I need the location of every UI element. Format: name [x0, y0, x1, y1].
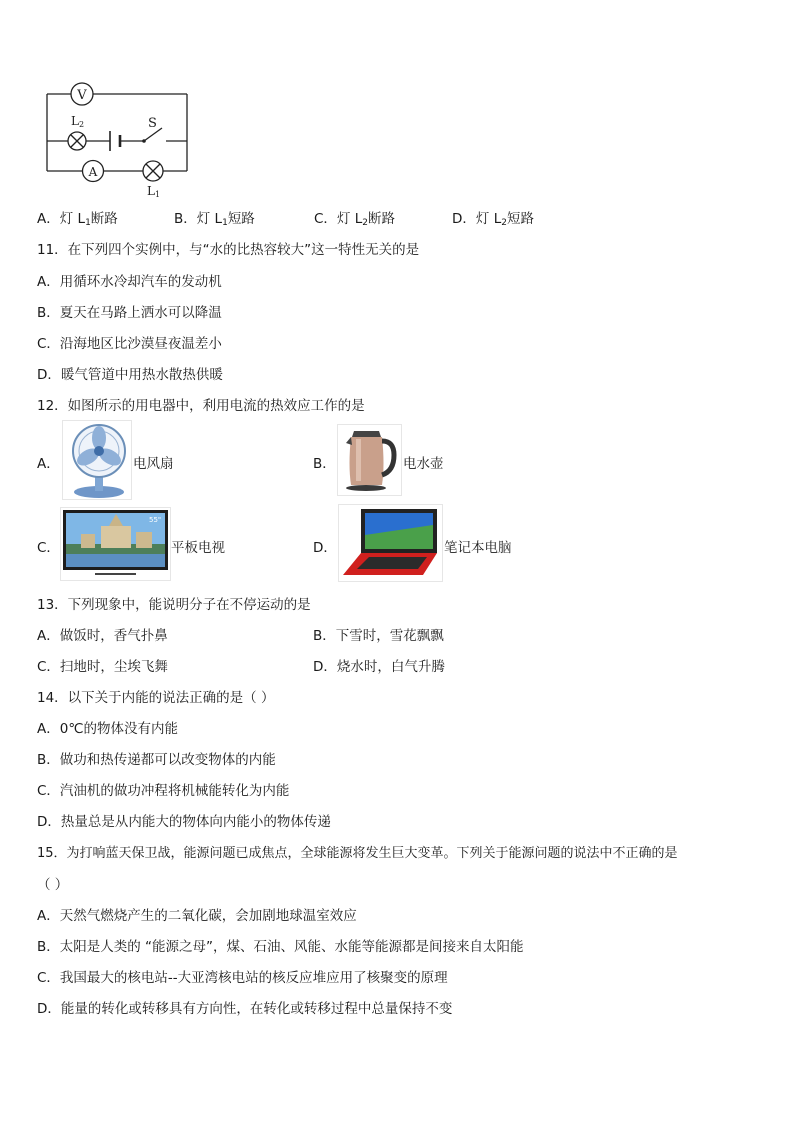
q12-option-b-label: 电水壶 [403, 456, 444, 472]
q10-option-c[interactable]: C．灯 $L_2$断路 [314, 211, 395, 228]
flat-tv-icon [60, 507, 171, 581]
circuit-diagram [40, 80, 195, 200]
q14-option-a[interactable]: A．0℃的物体没有内能 [37, 721, 178, 737]
q10-option-b[interactable]: B．灯 $L_1$短路 [174, 211, 255, 228]
q14-option-d[interactable]: D．热量总是从内能大的物体向内能小的物体传递 [37, 814, 331, 830]
tv-size-label: 55" [149, 516, 162, 524]
lamp2-sub: 2 [78, 120, 85, 129]
q14-option-b[interactable]: B．做功和热传递都可以改变物体的内能 [37, 752, 276, 768]
q11-option-c[interactable]: C．沿海地区比沙漠昼夜温差小 [37, 336, 222, 352]
q15-stem-paren: （ ） [37, 877, 69, 893]
circuit-svg [40, 80, 195, 200]
lamp1-label: L [147, 184, 155, 198]
q12-option-d-label: 笔记本电脑 [444, 540, 512, 556]
ammeter-label: A [88, 165, 98, 179]
q13-stem: 13．下列现象中，能说明分子在不停运动的是 [37, 597, 311, 613]
svg-text:L1 [147, 184, 160, 199]
q14-stem: 14．以下关于内能的说法正确的是（ ） [37, 690, 275, 706]
q11-option-b[interactable]: B．夏天在马路上洒水可以降温 [37, 305, 222, 321]
q15-option-b[interactable]: B．太阳是人类的 “能源之母”，煤、石油、风能、水能等能源都是间接来自太阳能 [37, 939, 524, 955]
q11-option-a[interactable]: A．用循环水冷却汽车的发动机 [37, 274, 222, 290]
q11-stem: 11．在下列四个实例中，与“水的比热容较大”这一特性无关的是 [37, 242, 420, 258]
q13-option-a[interactable]: A．做饭时，香气扑鼻 [37, 628, 168, 644]
q11-option-d[interactable]: D．暖气管道中用热水散热供暖 [37, 367, 223, 383]
lamp1-sub: 1 [154, 190, 161, 199]
q10-option-a[interactable]: A．灯 $L_1$断路 [37, 211, 118, 228]
q12-stem: 12．如图所示的用电器中，利用电流的热效应工作的是 [37, 398, 365, 414]
q12-option-c-letter[interactable]: C． [37, 540, 60, 556]
lamp2-label: L [71, 114, 79, 128]
electric-kettle-icon [337, 424, 402, 496]
q12-option-b-letter[interactable]: B． [313, 456, 336, 472]
svg-text:L2 [71, 114, 84, 129]
q12-option-c-label: 平板电视 [171, 540, 225, 556]
electric-fan-icon [62, 420, 132, 500]
q15-option-a[interactable]: A．天然气燃烧产生的二氧化碳，会加剧地球温室效应 [37, 908, 357, 924]
q13-option-b[interactable]: B．下雪时，雪花飘飘 [313, 628, 444, 644]
q13-option-d[interactable]: D．烧水时，白气升腾 [313, 659, 445, 675]
q10-option-d[interactable]: D．灯 $L_2$短路 [452, 211, 534, 228]
q14-option-c[interactable]: C．汽油机的做功冲程将机械能转化为内能 [37, 783, 290, 799]
switch-label: S [148, 116, 157, 131]
q10-options [37, 207, 754, 227]
q12-option-a-letter[interactable]: A． [37, 456, 60, 472]
q15-option-c[interactable]: C．我国最大的核电站--大亚湾核电站的核反应堆应用了核聚变的原理 [37, 970, 448, 986]
q15-option-d[interactable]: D．能量的转化或转移具有方向性，在转化或转移过程中总量保持不变 [37, 1001, 453, 1017]
voltmeter-label: V [77, 88, 87, 103]
q13-option-c[interactable]: C．扫地时，尘埃飞舞 [37, 659, 168, 675]
q12-option-d-letter[interactable]: D． [313, 540, 337, 556]
laptop-icon [338, 504, 443, 582]
q15-stem: 15．为打响蓝天保卫战，能源问题已成焦点，全球能源将发生巨大变革。下列关于能源问题的说法中不正确的是 [37, 846, 678, 861]
q12-option-a-label: 电风扇 [133, 456, 174, 472]
